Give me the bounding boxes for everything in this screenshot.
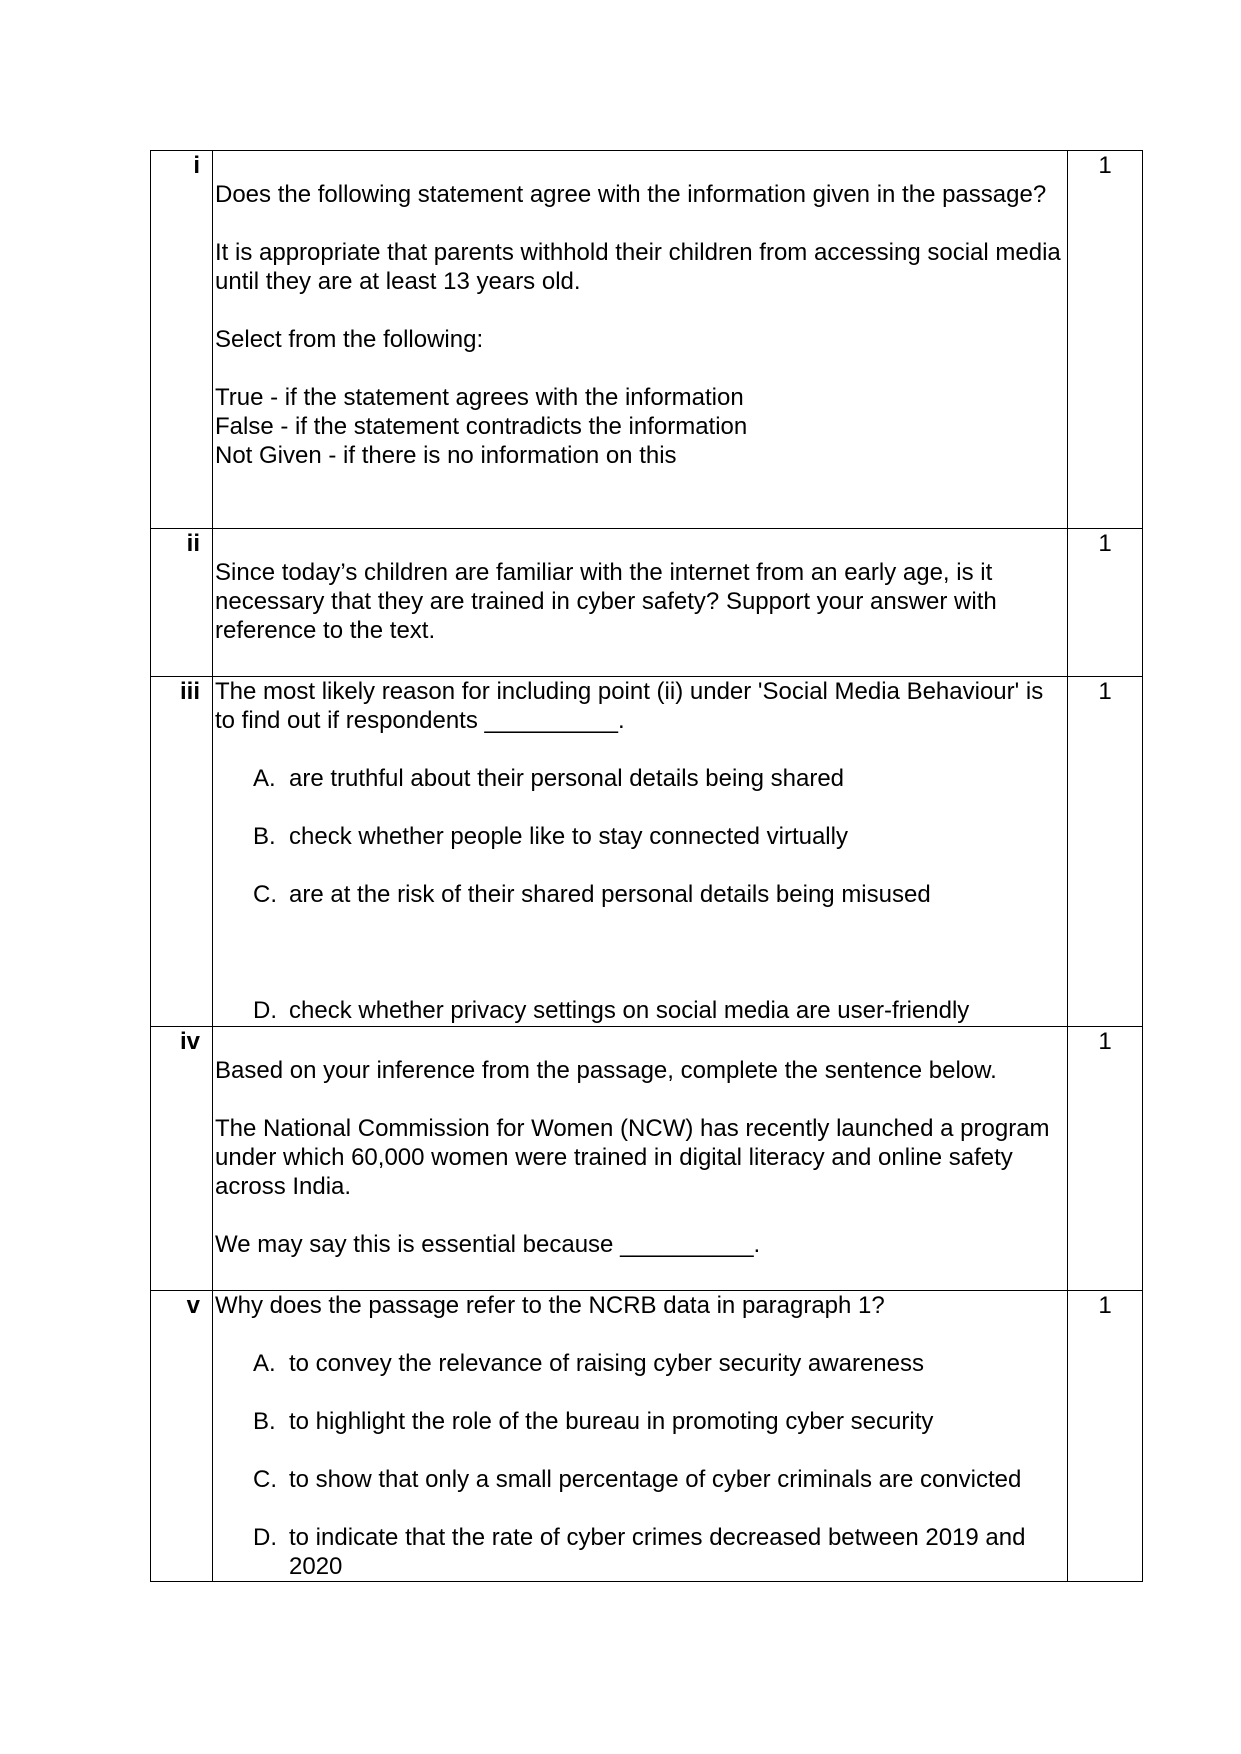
- option-c: [215, 1465, 1067, 1494]
- option-text: to convey the relevance of raising cyber security awareness: [289, 1350, 924, 1377]
- sentence-completion: We may say this is essential because __________.: [215, 1231, 761, 1258]
- question-number: v: [151, 1291, 213, 1582]
- instruction-text: Select from the following:: [215, 326, 484, 353]
- question-row-iv: [151, 1027, 1143, 1291]
- option-a: [215, 764, 1067, 793]
- option-letter: A.: [253, 765, 276, 792]
- question-text: Does the following statement agree with the information given in the passage?: [215, 181, 1047, 208]
- option-letter: D.: [253, 997, 277, 1024]
- question-stem: The most likely reason for including point (ii) under 'Social Media Behaviour' is to find out if respondents __________.: [215, 678, 1044, 734]
- question-number: ii: [151, 529, 213, 677]
- marks: 1: [1068, 1027, 1143, 1291]
- question-row-ii: [151, 529, 1143, 677]
- option-b: [215, 1407, 1067, 1436]
- question-body: [213, 677, 1068, 1027]
- option-letter: D.: [253, 1524, 277, 1551]
- option-c: [215, 880, 1067, 909]
- option-text: check whether privacy settings on social media are user-friendly: [289, 997, 970, 1024]
- option-text: check whether people like to stay connected virtually: [289, 823, 848, 850]
- option-letter: C.: [253, 1466, 277, 1493]
- option-b: [215, 822, 1067, 851]
- marks: 1: [1068, 1291, 1143, 1582]
- option-text: are at the risk of their shared personal details being misused: [289, 881, 931, 908]
- option-text: to show that only a small percentage of cyber criminals are convicted: [289, 1466, 1022, 1493]
- question-number: iii: [151, 677, 213, 1027]
- question-number: iv: [151, 1027, 213, 1291]
- option-letter: C.: [253, 881, 277, 908]
- question-table: [150, 150, 1143, 1582]
- statement-text: It is appropriate that parents withhold their children from accessing social media until they are at least 13 years old.: [215, 239, 1061, 295]
- choice-not-given: Not Given - if there is no information on this: [215, 442, 677, 469]
- option-text: to highlight the role of the bureau in promoting cyber security: [289, 1408, 934, 1435]
- question-row-iii: [151, 677, 1143, 1027]
- choice-true: True - if the statement agrees with the information: [215, 384, 744, 411]
- question-body: [213, 151, 1068, 529]
- question-text: Since today’s children are familiar with the internet from an early age, is it necessary that they are trained in cyber safety? Support your answer with reference to the text.: [215, 559, 997, 644]
- question-number: i: [151, 151, 213, 529]
- question-body: [213, 1027, 1068, 1291]
- option-letter: A.: [253, 1350, 276, 1377]
- question-row-i: [151, 151, 1143, 529]
- context-text: The National Commission for Women (NCW) has recently launched a program under which 60,000 women were trained in digital literacy and online safety across India.: [215, 1115, 1050, 1200]
- choice-false: False - if the statement contradicts the information: [215, 413, 748, 440]
- question-row-v: [151, 1291, 1143, 1582]
- option-letter: B.: [253, 823, 276, 850]
- option-text: to indicate that the rate of cyber crimes decreased between 2019 and 2020: [289, 1524, 1026, 1580]
- marks: 1: [1068, 529, 1143, 677]
- question-text: Based on your inference from the passage, complete the sentence below.: [215, 1057, 997, 1084]
- option-d: [215, 996, 1067, 1025]
- question-stem: Why does the passage refer to the NCRB data in paragraph 1?: [215, 1292, 885, 1319]
- option-d: [215, 1523, 1067, 1581]
- option-a: [215, 1349, 1067, 1378]
- option-text: are truthful about their personal details being shared: [289, 765, 845, 792]
- question-body: [213, 529, 1068, 677]
- marks: 1: [1068, 151, 1143, 529]
- question-body: [213, 1291, 1068, 1582]
- option-letter: B.: [253, 1408, 276, 1435]
- marks: 1: [1068, 677, 1143, 1027]
